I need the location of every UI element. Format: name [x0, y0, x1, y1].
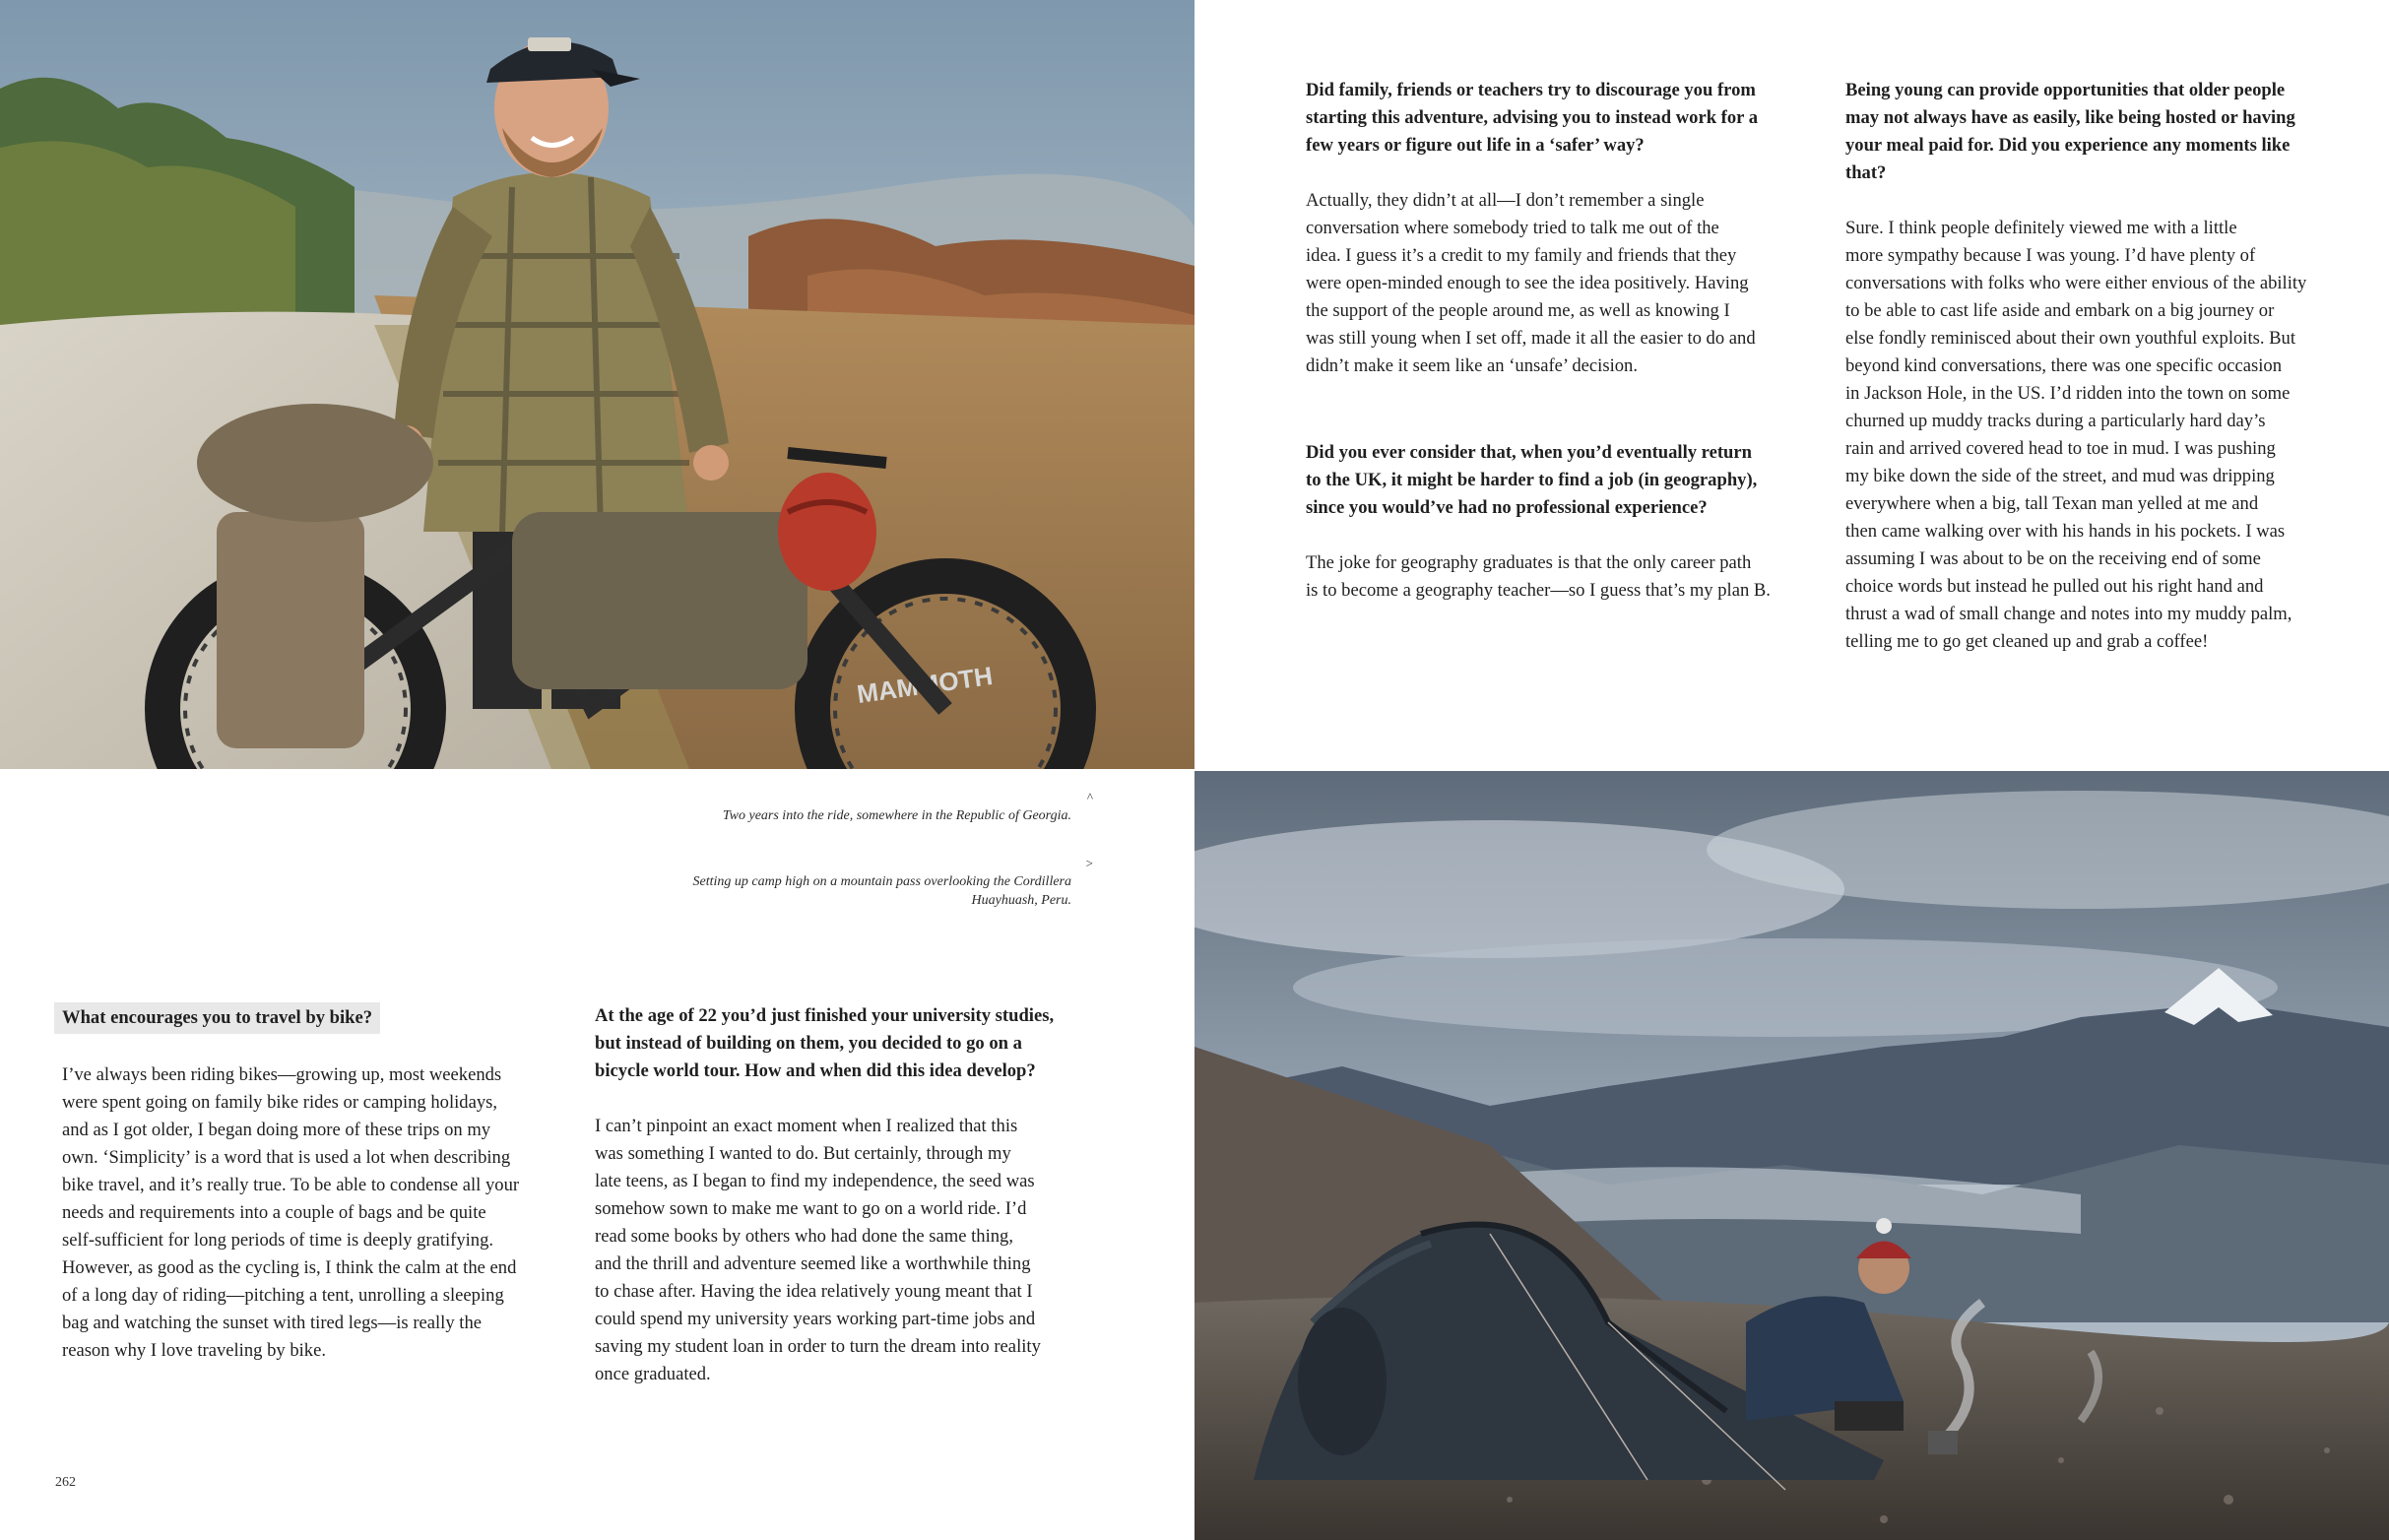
qa-age22-answer: I can’t pinpoint an exact moment when I realized that this was something I wanted to do. But certainly, through my late teens, as I began to find my independence, the seed was somehow sown to make me want to go on a world ride. I’d read some books by others who had done the same thing, and the thrill and adventure seemed like a worthwhile thing to chase after. Having the idea relatively young meant that I could spend my university years working part-time jobs and saving my student loan in order to turn the dream into reality once graduated.	[595, 1116, 1041, 1384]
caption-georgia	[630, 788, 1093, 844]
page-number: 262	[55, 1475, 76, 1490]
caption-up-arrow-icon: ^	[1086, 790, 1093, 804]
qa-young	[1845, 77, 2357, 656]
qa-uk-job-answer: The joke for geography graduates is that the only career path is to become a geography teacher—so I guess that’s my plan B.	[1306, 552, 1771, 601]
qa-bike-answer: I’ve always been riding bikes—growing up, most weekends were spent going on family bike rides or camping holidays, and as I got older, I began doing more of these trips on my own. ‘Simplicity’ is a word that is used a lot when describing bike travel, and it’s really true. To be able to condense all your needs and requirements into a couple of bags and be quite self-sufficient for long periods of time is deeply gratifying. However, as good as the cycling is, I think the calm at the end of a long day of riding—pitching a tent, unrolling a sleeping bag and watching the sunset with tired legs—is really the reason why I love traveling by bike.	[62, 1064, 520, 1361]
qa-young-answer: Sure. I think people definitely viewed me with a little more sympathy because I was young. I’d have plenty of conversations with folks who were either envious of the ability to be able to cast life aside and embark on a big journey or else fondly reminisced about their own youthful exploits. But beyond kind conversations, there was one specific occasion in Jackson Hole, in the US. I’d ridden into the town on some churned up muddy tracks during a particularly hard day’s rain and arrived covered head to toe in mud. I was pushing my bike down the side of the street, and mud was dripping everywhere when a big, tall Texan man yelled at me and then came walking over with his hands in his pockets. I was assuming I was about to be on the receiving end of some choice words but instead he pulled out his right hand and thrust a wad of small change and notes into my muddy palm, telling me to go get cleaned up and grab a coffee!	[1845, 218, 2307, 652]
qa-family-answer: Actually, they didn’t at all—I don’t remember a single conversation where somebody tried to talk me out of the idea. I guess it’s a credit to my family and friends that they were open-minded enough to see the idea positively. Having the support of the people around me, as well as knowing I was still young when I set off, made it all the easier to do and didn’t make it seem like an ‘unsafe’ decision.	[1306, 190, 1756, 376]
caption-peru	[630, 854, 1093, 929]
qa-family-question: Did family, friends or teachers try to discourage you from starting this adventure, advising you to instead work for a few years or figure out life in a ‘safer’ way?	[1306, 80, 1759, 156]
qa-bike	[62, 1002, 554, 1365]
caption-peru-text: Setting up camp high on a mountain pass overlooking the Cordillera Huayhuash, Peru.	[692, 874, 1071, 908]
cyclist-photo-illustration	[0, 0, 1194, 769]
qa-family	[1306, 77, 1818, 380]
tire-brand-label: MAMMOTH	[855, 661, 995, 710]
qa-uk-job-question: Did you ever consider that, when you’d eventually return to the UK, it might be harder to find a job (in geography), since you would’ve had no professional experience?	[1306, 442, 1758, 518]
qa-age22-question: At the age of 22 you’d just finished your university studies, but instead of building on them, you decided to go on a bicycle world tour. How and when did this idea develop?	[595, 1005, 1055, 1081]
qa-age22	[595, 1002, 1087, 1388]
tent-photo	[1194, 771, 2389, 1540]
photo-captions	[630, 788, 1093, 938]
qa-young-question: Being young can provide opportunities that older people may not always have as easily, like being hosted or having your meal paid for. Did you experience any moments like that?	[1845, 80, 2295, 183]
qa-uk-job	[1306, 439, 1818, 605]
cyclist-photo	[0, 0, 1194, 769]
qa-bike-question: What encourages you to travel by bike?	[54, 1002, 380, 1034]
caption-right-arrow-icon: >	[1085, 856, 1093, 870]
tent-photo-illustration	[1194, 771, 2389, 1540]
caption-georgia-text: Two years into the ride, somewhere in the Republic of Georgia.	[722, 808, 1071, 823]
